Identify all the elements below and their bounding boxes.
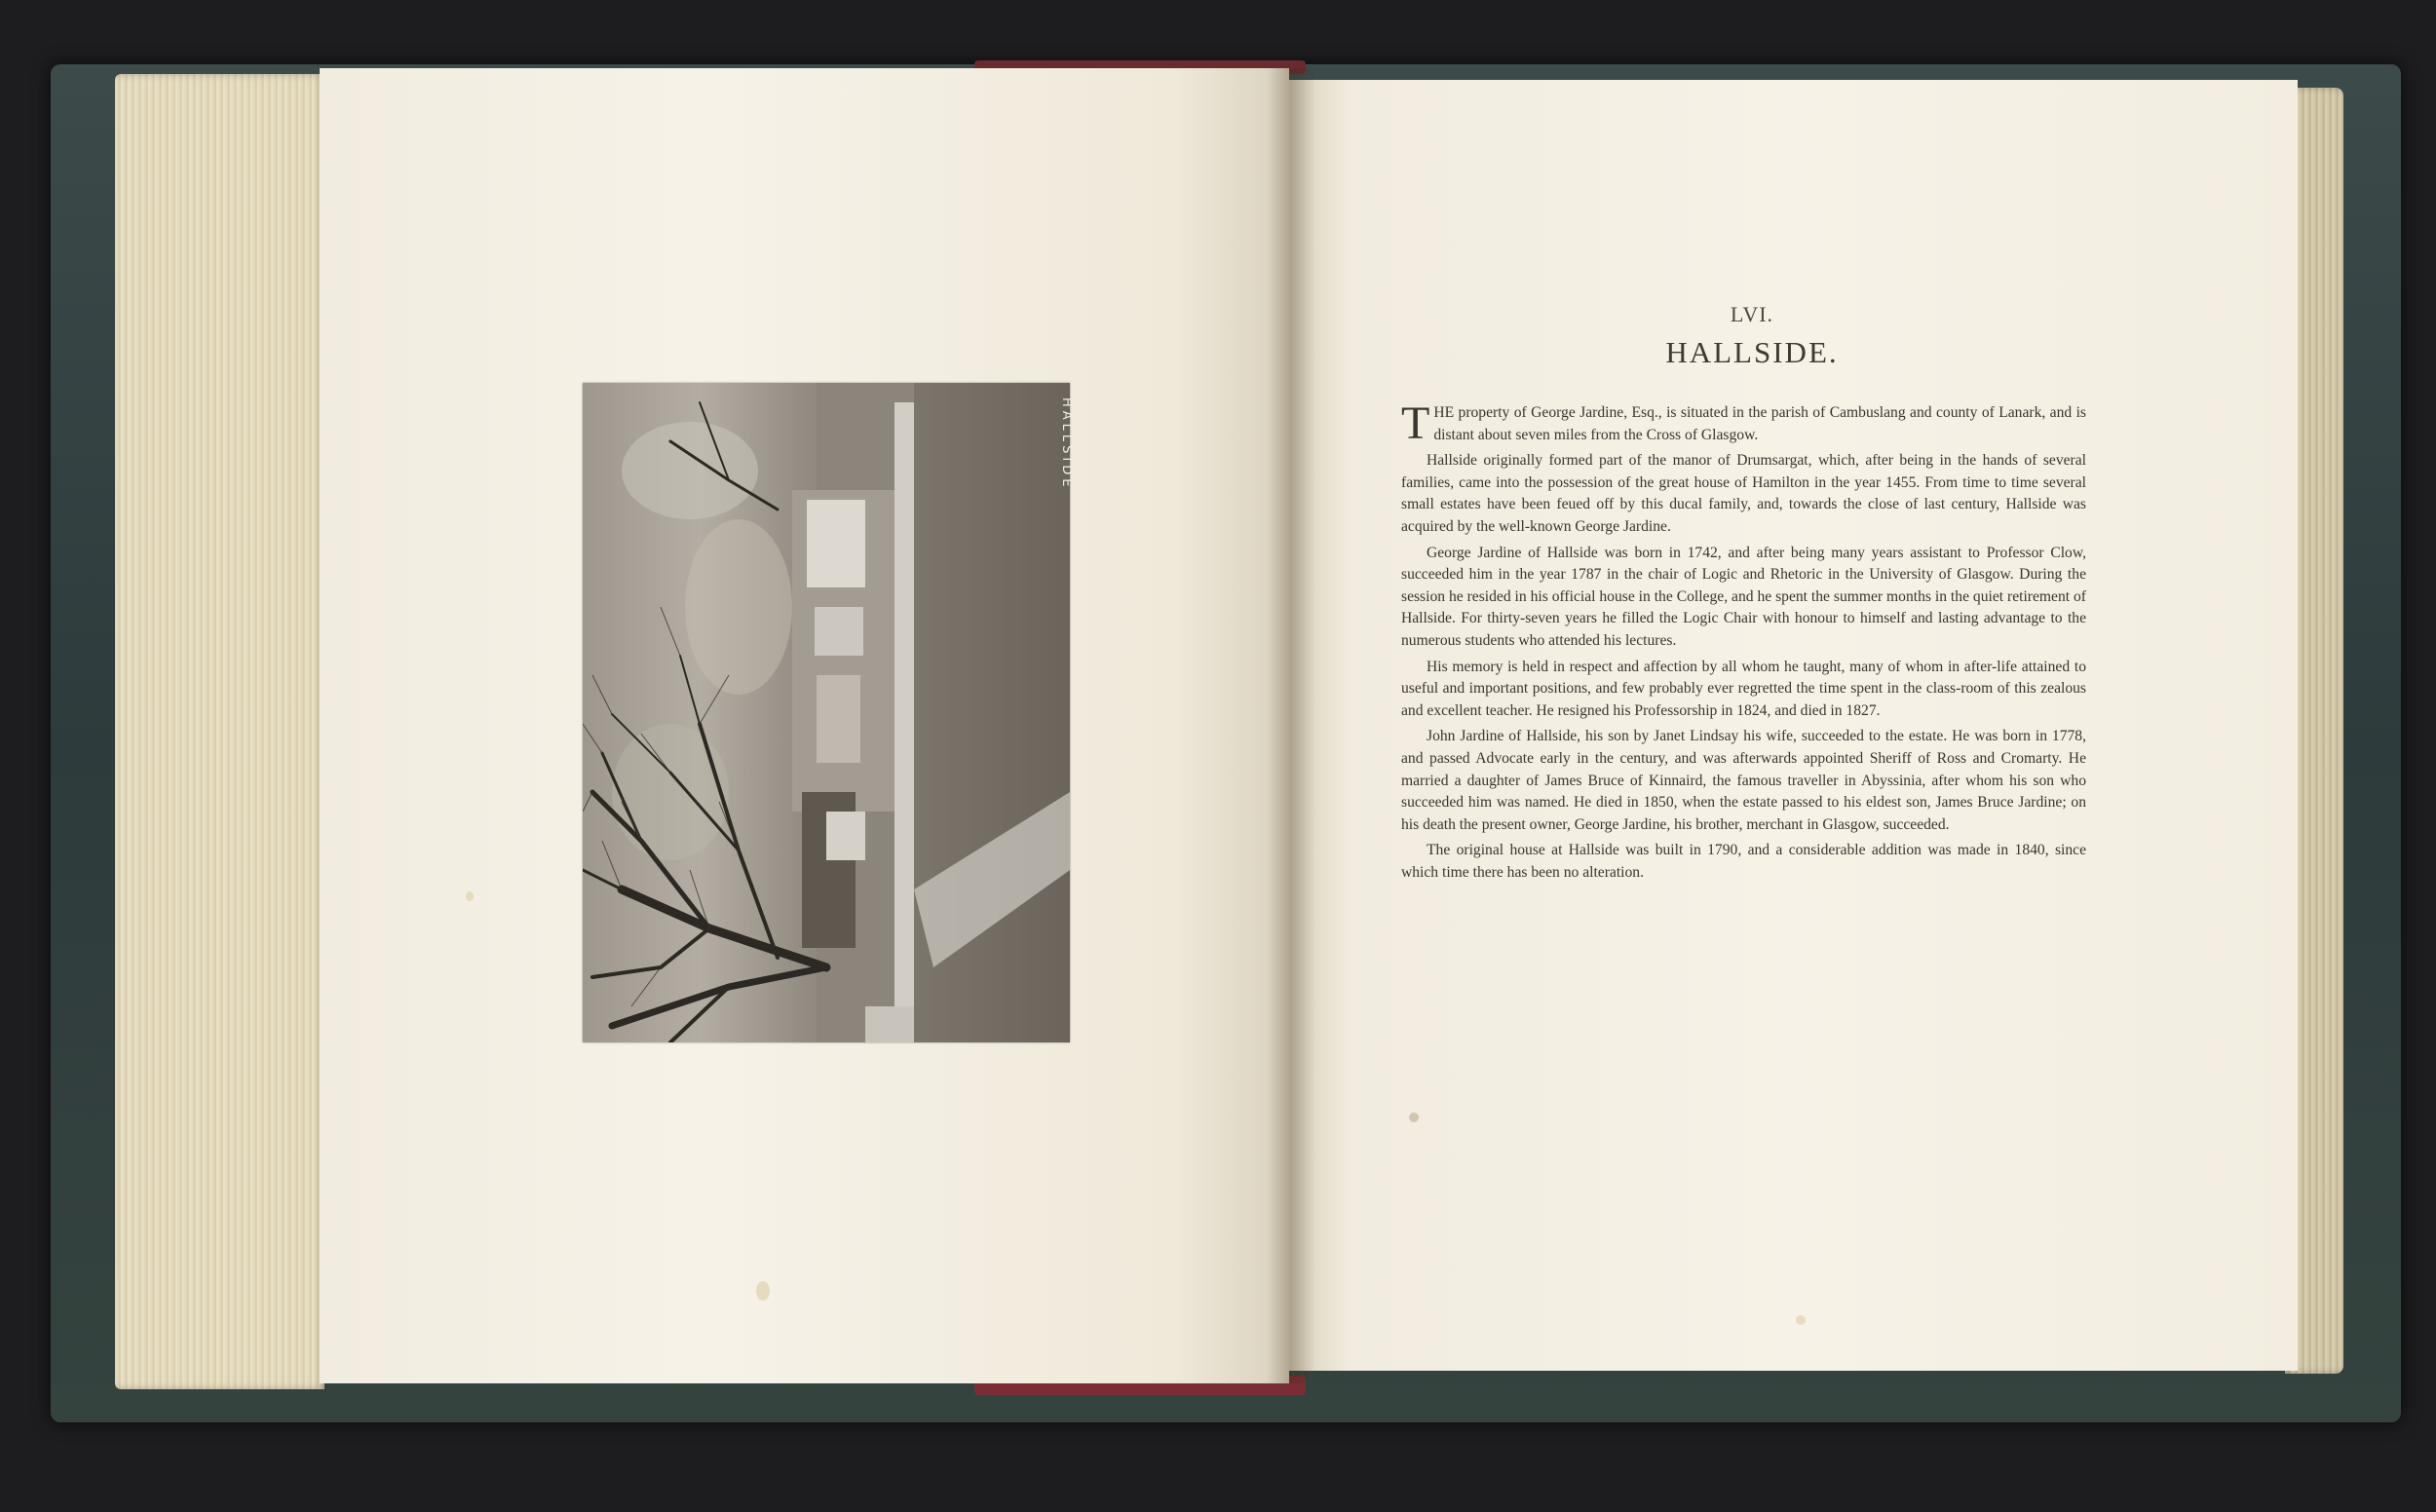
foxing-spot <box>466 891 474 901</box>
foxing-spot <box>756 1281 770 1301</box>
photo-illustration <box>583 383 1070 1042</box>
foxing-spot <box>1409 1113 1419 1122</box>
left-page-edges <box>115 74 324 1389</box>
paragraph: The original house at Hallside was built in 1790, and a considerable addition was made in 1840, since which time there has been no alteration. <box>1401 842 2086 881</box>
paragraph: THE property of George Jardine, Esq., is situated in the parish of Cambuslang and county of Lanark, and is distant about seven miles from the Cross of Glasgow. <box>1401 397 2086 449</box>
paragraph: Hallside originally formed part of the manor of Drumsargat, which, after being in the hands of several families, came into the possession of the great house of Hamilton in the year 1455. From time to time several small estates have been feued off by this ducal family, and, towards the close of last century, Hallside was acquired by the well-known George Jardine. <box>1401 452 2086 535</box>
drop-cap: T <box>1401 397 1430 449</box>
body-text <box>1401 397 2086 888</box>
chapter-number: LVI. <box>1730 302 1774 326</box>
paragraph: John Jardine of Hallside, his son by Janet Lindsay his wife, succeeded to the estate. He was born in 1778, and passed Advocate early in the century, and was afterwards appointed Sheriff of Ross and Cromarty. He married a daughter of James Bruce of Kinnaird, the famous traveller in Abyssinia, after whom his son who succeeded him was named. He died in 1850, when the estate passed to his eldest son, James Bruce Jardine; on his death the present owner, George Jardine, his brother, merchant in Glasgow, succeeded. <box>1401 728 2086 833</box>
hallside-photograph <box>583 383 1070 1042</box>
paragraph: His memory is held in respect and affection by all whom he taught, many of whom in after-life attained to useful and important positions, and few probably ever regretted the time spent in the class-room of this zealous and excellent teacher. He resigned his Professorship in 1824, and died in 1827. <box>1401 658 2086 719</box>
chapter-title: HALLSIDE. <box>1665 335 1839 369</box>
book-gutter <box>1267 68 1315 1383</box>
paragraph: George Jardine of Hallside was born in 1742, and after being many years assistant to Professor Clow, succeeded him in the year 1787 in the chair of Logic and Rhetoric in the University of Glasgow. During the session he resided in his official house in the College, and he spent the summer months in the quiet retirement of Hallside. For thirty-seven years he filled the Logic Chair with honour to himself and lasting advantage to the numerous students who attended his lectures. <box>1401 544 2086 649</box>
foxing-spot <box>1796 1315 1806 1325</box>
photo-caption: HALLSIDE <box>1059 397 1074 491</box>
